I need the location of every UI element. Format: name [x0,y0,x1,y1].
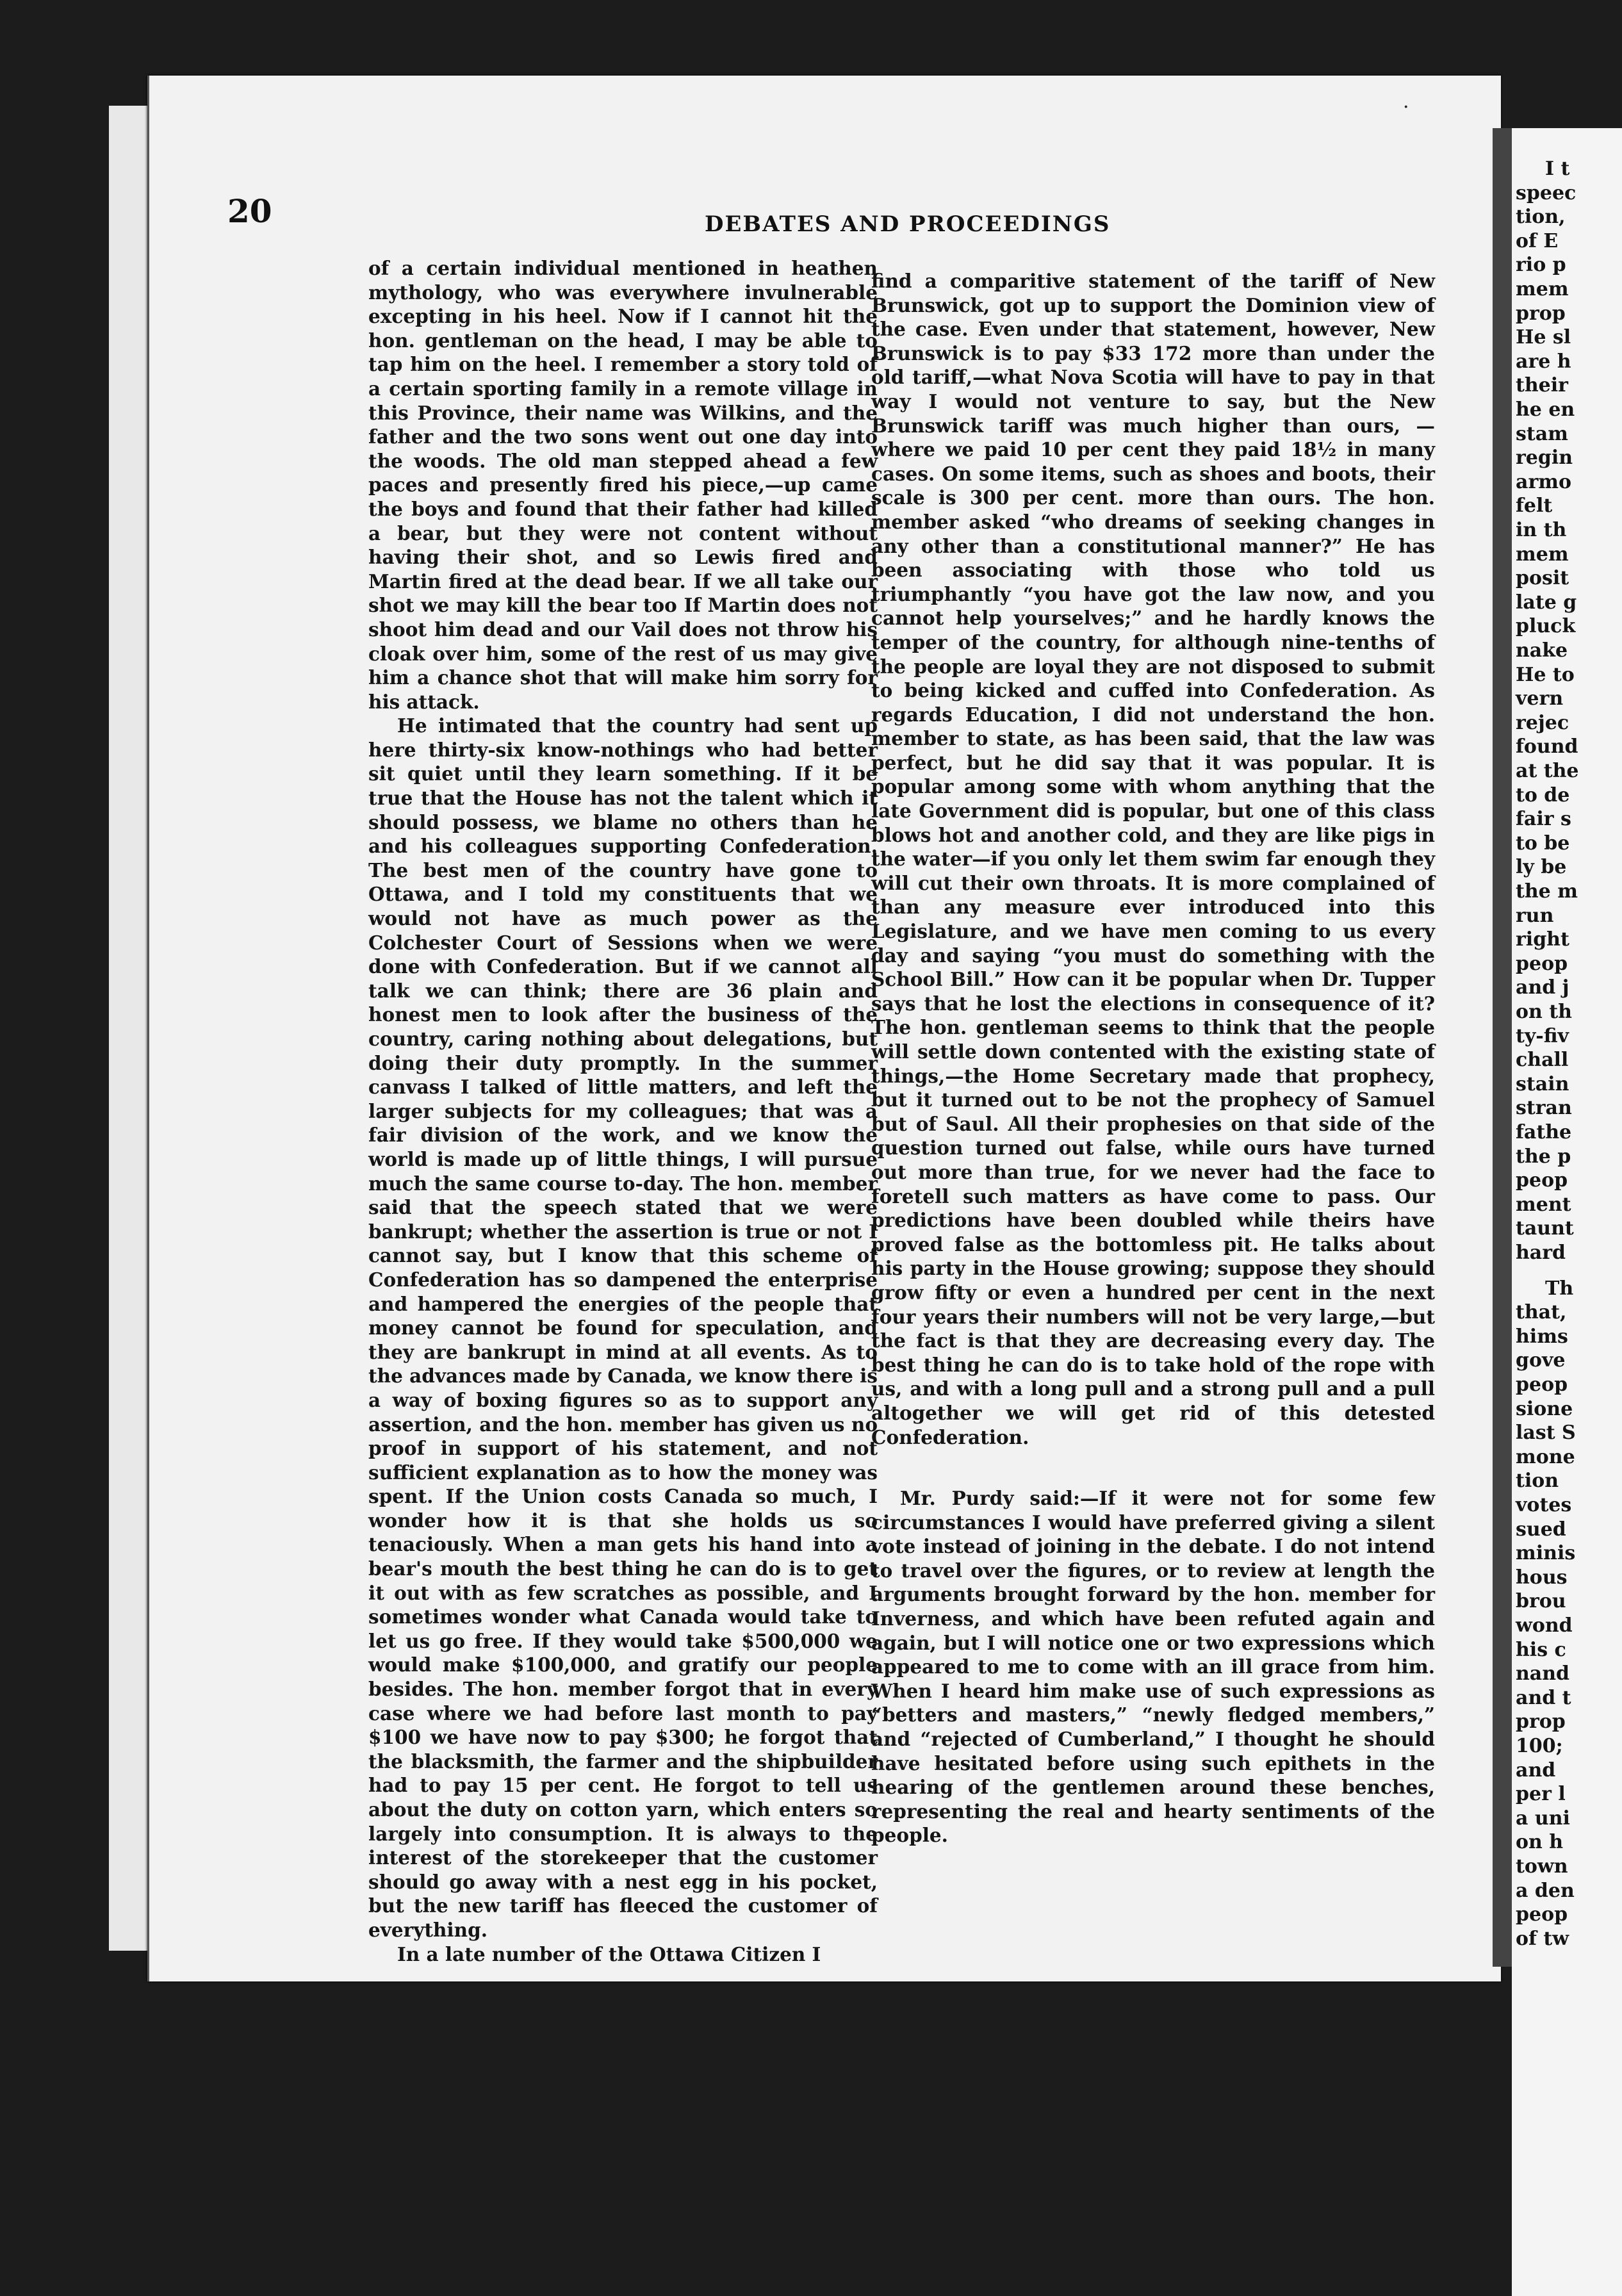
facing-page-line-fragment: brou [1516,1590,1566,1613]
facing-page-line-fragment: peop [1516,1374,1568,1396]
facing-page-line-fragment: stain [1516,1072,1569,1095]
facing-page-line-fragment: ly be [1516,856,1567,879]
page-number: 20 [227,192,272,230]
running-head: DEBATES AND PROCEEDINGS [705,211,1111,237]
facing-page-line-fragment: to be [1516,832,1570,855]
facing-page-line-fragment: a uni [1516,1807,1570,1830]
facing-page-line-fragment: that, [1516,1301,1567,1324]
facing-page-line-fragment: peop [1516,1169,1568,1192]
facing-page-line-fragment: hous [1516,1566,1568,1589]
facing-page-line-fragment: hims [1516,1325,1568,1348]
facing-page-line-fragment: I t [1545,158,1570,180]
facing-page-line-fragment: to de [1516,783,1570,807]
facing-page-line-fragment: rejec [1516,711,1569,734]
facing-page-line-fragment: gove [1516,1349,1566,1372]
facing-page-line-fragment: his c [1516,1638,1566,1661]
facing-page-line-fragment: fathe [1516,1121,1572,1144]
facing-page-line-fragment: chall [1516,1049,1569,1072]
facing-page-line-fragment: speec [1516,181,1577,204]
facing-page-line-fragment: in th [1516,519,1567,541]
paragraph: Mr. Purdy said:—If it were not for some few circumstances I would have preferred giving a silent vote instead of joining in the debate. I do not intend to travel over the figures, or to review at length the arguments brought forward by the hon. member for Inverness, and which have been refuted again and again, but I will notice one or two expressions which appeared to me to come with an ill grace from him. When I heard him make use of such expressions as “betters and masters,” “newly fledged members,” and “rejected of Cumberland,” I thought he should have hesitated before using such epithets in the hearing of the gentlemen around these benches, representing the real and hearty sentiments of the people. [871,1487,1435,1847]
facing-page-line-fragment: stam [1516,422,1568,445]
facing-page-line-fragment: wond [1516,1614,1573,1637]
facing-page-line-fragment: peop [1516,952,1568,975]
facing-page-line-fragment: the m [1516,880,1578,903]
facing-page-line-fragment: 100; [1516,1735,1563,1757]
facing-page-line-fragment: pluck [1516,615,1576,638]
facing-page-line-fragment: he en [1516,398,1575,421]
facing-page-line-fragment: vern [1516,687,1564,710]
paragraph: He intimated that the country had sent up here thirty-six know-nothings who had better sit quiet until they learn something. If it be true that the House has not the talent which it should possess, we blame no others than he and his colleagues supporting Confederation. The best men of the country have gone to Ottawa, and I told my constituents that we would not have as much power as the Colchester Court of Sessions when we were done with Confederation. But if we cannot all talk we can think; there are 36 plain and honest men to look after the business of the country, caring nothing about delegations, but doing their duty promptly. In the summer canvass I talked of little matters, and left the larger subjects for my colleagues; that was a fair division of the work, and we know the world is made up of little things, I will pursue much the same course to-day. The hon. member said that the speech stated that we were bankrupt; whether the assertion is true or not I cannot say, but I know that this scheme of Confederation has so dampened the enterprise and hampered the energies of the people that money cannot be found for speculation, and they are bankrupt in mind at all events. As to the advances made by Canada, we know there is a way of boxing figures so as to support any assertion, and the hon. member has given us no proof in support of his statement, and not sufficient explanation as to how the money was spent. If the Union costs Canada so much, I wonder how it is that she holds us so tenaciously. When a man gets his hand into a bear's mouth the best thing he can do is to get it out with as few scratches as possible, and I sometimes wonder what Canada would take to let us go free. If they would take $500,000 we would make $100,000, and gratify our people besides. The hon. member forgot that in every case where we had before last month to pay $100 we have now to pay $300; he forgot that the blacksmith, the farmer and the shipbuilder had to pay 15 per cent. He forgot to tell us about the duty on cotton yarn, which enters so largely into consumption. It is always to the interest of the storekeeper that the customer should go away with a nest egg in his pocket, but the new tariff has fleeced the customer of everything. [368,714,878,1941]
facing-page-line-fragment: of E [1516,229,1559,252]
facing-page-line-fragment: ty-fiv [1516,1024,1569,1047]
facing-page-line-fragment: hard [1516,1242,1566,1264]
facing-page-line-fragment: late g [1516,591,1577,614]
facing-page-line-fragment: tion [1516,1470,1559,1493]
facing-page-line-fragment: nake [1516,639,1568,662]
facing-page-line-fragment: stran [1516,1097,1572,1120]
facing-page-line-fragment: run [1516,904,1554,927]
facing-page-line-fragment: per l [1516,1783,1566,1806]
facing-page-line-fragment: prop [1516,1710,1566,1734]
facing-page-line-fragment: posit [1516,567,1569,590]
facing-page-line-fragment: ment [1516,1193,1571,1216]
facing-page-line-fragment: mone [1516,1445,1575,1468]
facing-page-line-fragment: votes [1516,1494,1572,1516]
text-column-left [368,256,878,1966]
facing-page-line-fragment: at the [1516,760,1579,782]
facing-page-line-fragment: town [1516,1855,1568,1878]
facing-page-line-fragment: He to [1516,663,1575,686]
facing-page-line-fragment: He sl [1516,326,1571,349]
facing-page-line-fragment: armo [1516,470,1571,493]
facing-page-line-fragment: on h [1516,1831,1564,1854]
facing-page-line-fragment: peop [1516,1903,1568,1926]
facing-page-line-fragment: a den [1516,1879,1575,1902]
paragraph: of a certain individual mentioned in heathen mythology, who was everywhere invulnerable excepting in his heel. Now if I cannot hit the hon. gentleman on the head, I may be able to tap him on the heel. I remember a story told of a certain sporting family in a remote village in this Province, their name was Wilkins, and the father and the two sons went out one day into the woods. The old man stepped ahead a few paces and presently fired his piece,—up came the boys and found that their father had killed a bear, but they were not content without having their shot, and so Lewis fired and Martin fired at the dead bear. If we all take our shot we may kill the bear too If Martin does not shoot him dead and our Vail does not throw his cloak over him, some of the rest of us may give him a chance shot that will make him sorry for his attack. [368,257,878,713]
facing-page-line-fragment: sione [1516,1397,1573,1420]
facing-page-line-fragment: their [1516,374,1568,397]
facing-page-line-fragment: right [1516,928,1569,951]
facing-page-line-fragment: and t [1516,1686,1571,1709]
facing-page-line-fragment: of tw [1516,1927,1569,1950]
facing-page-line-fragment: last S [1516,1422,1576,1445]
facing-page-line-fragment: taunt [1516,1217,1574,1240]
facing-page-line-fragment: Th [1545,1277,1574,1300]
facing-page-line-fragment: rio p [1516,254,1566,277]
print-speck: · [1403,96,1409,119]
facing-page-line-fragment: tion, [1516,206,1566,229]
facing-page-line-fragment: mem [1516,543,1569,566]
facing-page-line-fragment: the p [1516,1145,1571,1168]
facing-page-line-fragment: felt [1516,495,1553,518]
facing-page [1512,128,1622,2296]
facing-page-line-fragment: minis [1516,1542,1576,1565]
facing-page-line-fragment: and [1516,1759,1556,1782]
paragraph: find a comparitive statement of the tariff of New Brunswick, got up to support the Dominion view of the case. Even under that statement, however, New Brunswick is to pay $33 172 more than under the old tariff,—what Nova Scotia will have to pay in that way I would not venture to say, but the New Brunswick tariff was much higher than ours, —where we paid 10 per cent they paid 18½ in many cases. On some items, such as shoes and boots, their scale is 300 per cent. more than ours. The hon. member asked “who dreams of seeking changes in any other than a constitutional manner?” He has been associating with those who told us triumphantly “you have got the law now, and you cannot help yourselves;” and he hardly knows the temper of the country, for although nine-tenths of the people are loyal they are not disposed to submit to being kicked and cuffed into Confederation. As regards Education, I did not understand the hon. member to state, as has been said, that the law was perfect, but he did say that it was popular. It is popular among some with whom anything that the late Government did is popular, but one of this class blows hot and another cold, and they are like pigs in the water—if you only let them swim far enough they will cut their own throats. It is more complained of than any measure ever introduced into this Legislature, and we have men coming to us every day and saying “you must do something with the School Bill.” How can it be popular when Dr. Tupper says that he lost the elections in consequence of it? The hon. gentleman seems to think that the people will settle down contented with the existing state of things,—the Home Secretary made that prophecy, but it turned out to be not the prophecy of Samuel but of Saul. All their prophesies on that side of the question turned out false, while ours have turned out more than true, for we never had the face to foretell such matters as have come to pass. Our predictions have been doubled while theirs have proved false as the bottomless pit. He talks about his party in the House growing; suppose they should grow fifty or even a hundred per cent in the next four years their numbers will not be very large,—but the fact is that they are decreasing every day. The best thing he can do is to take hold of the rope with us, and with a long pull and a strong pull and a pull altogether we will get rid of this detested Confederation. [871,270,1435,1448]
facing-page-line-fragment: found [1516,735,1578,758]
text-column-middle [871,269,1435,1848]
facing-page-line-fragment: fair s [1516,808,1571,831]
paragraph: In a late number of the Ottawa Citizen I [397,1942,821,1965]
facing-page-line-fragment: sued [1516,1518,1566,1541]
facing-page-line-fragment: regin [1516,447,1573,470]
facing-page-line-fragment: on th [1516,1001,1572,1023]
facing-page-line-fragment: and j [1516,976,1569,999]
facing-page-line-fragment: are h [1516,350,1571,373]
facing-page-line-fragment: mem [1516,278,1569,300]
facing-page-line-fragment: nand [1516,1662,1570,1685]
facing-page-line-fragment: prop [1516,302,1566,325]
